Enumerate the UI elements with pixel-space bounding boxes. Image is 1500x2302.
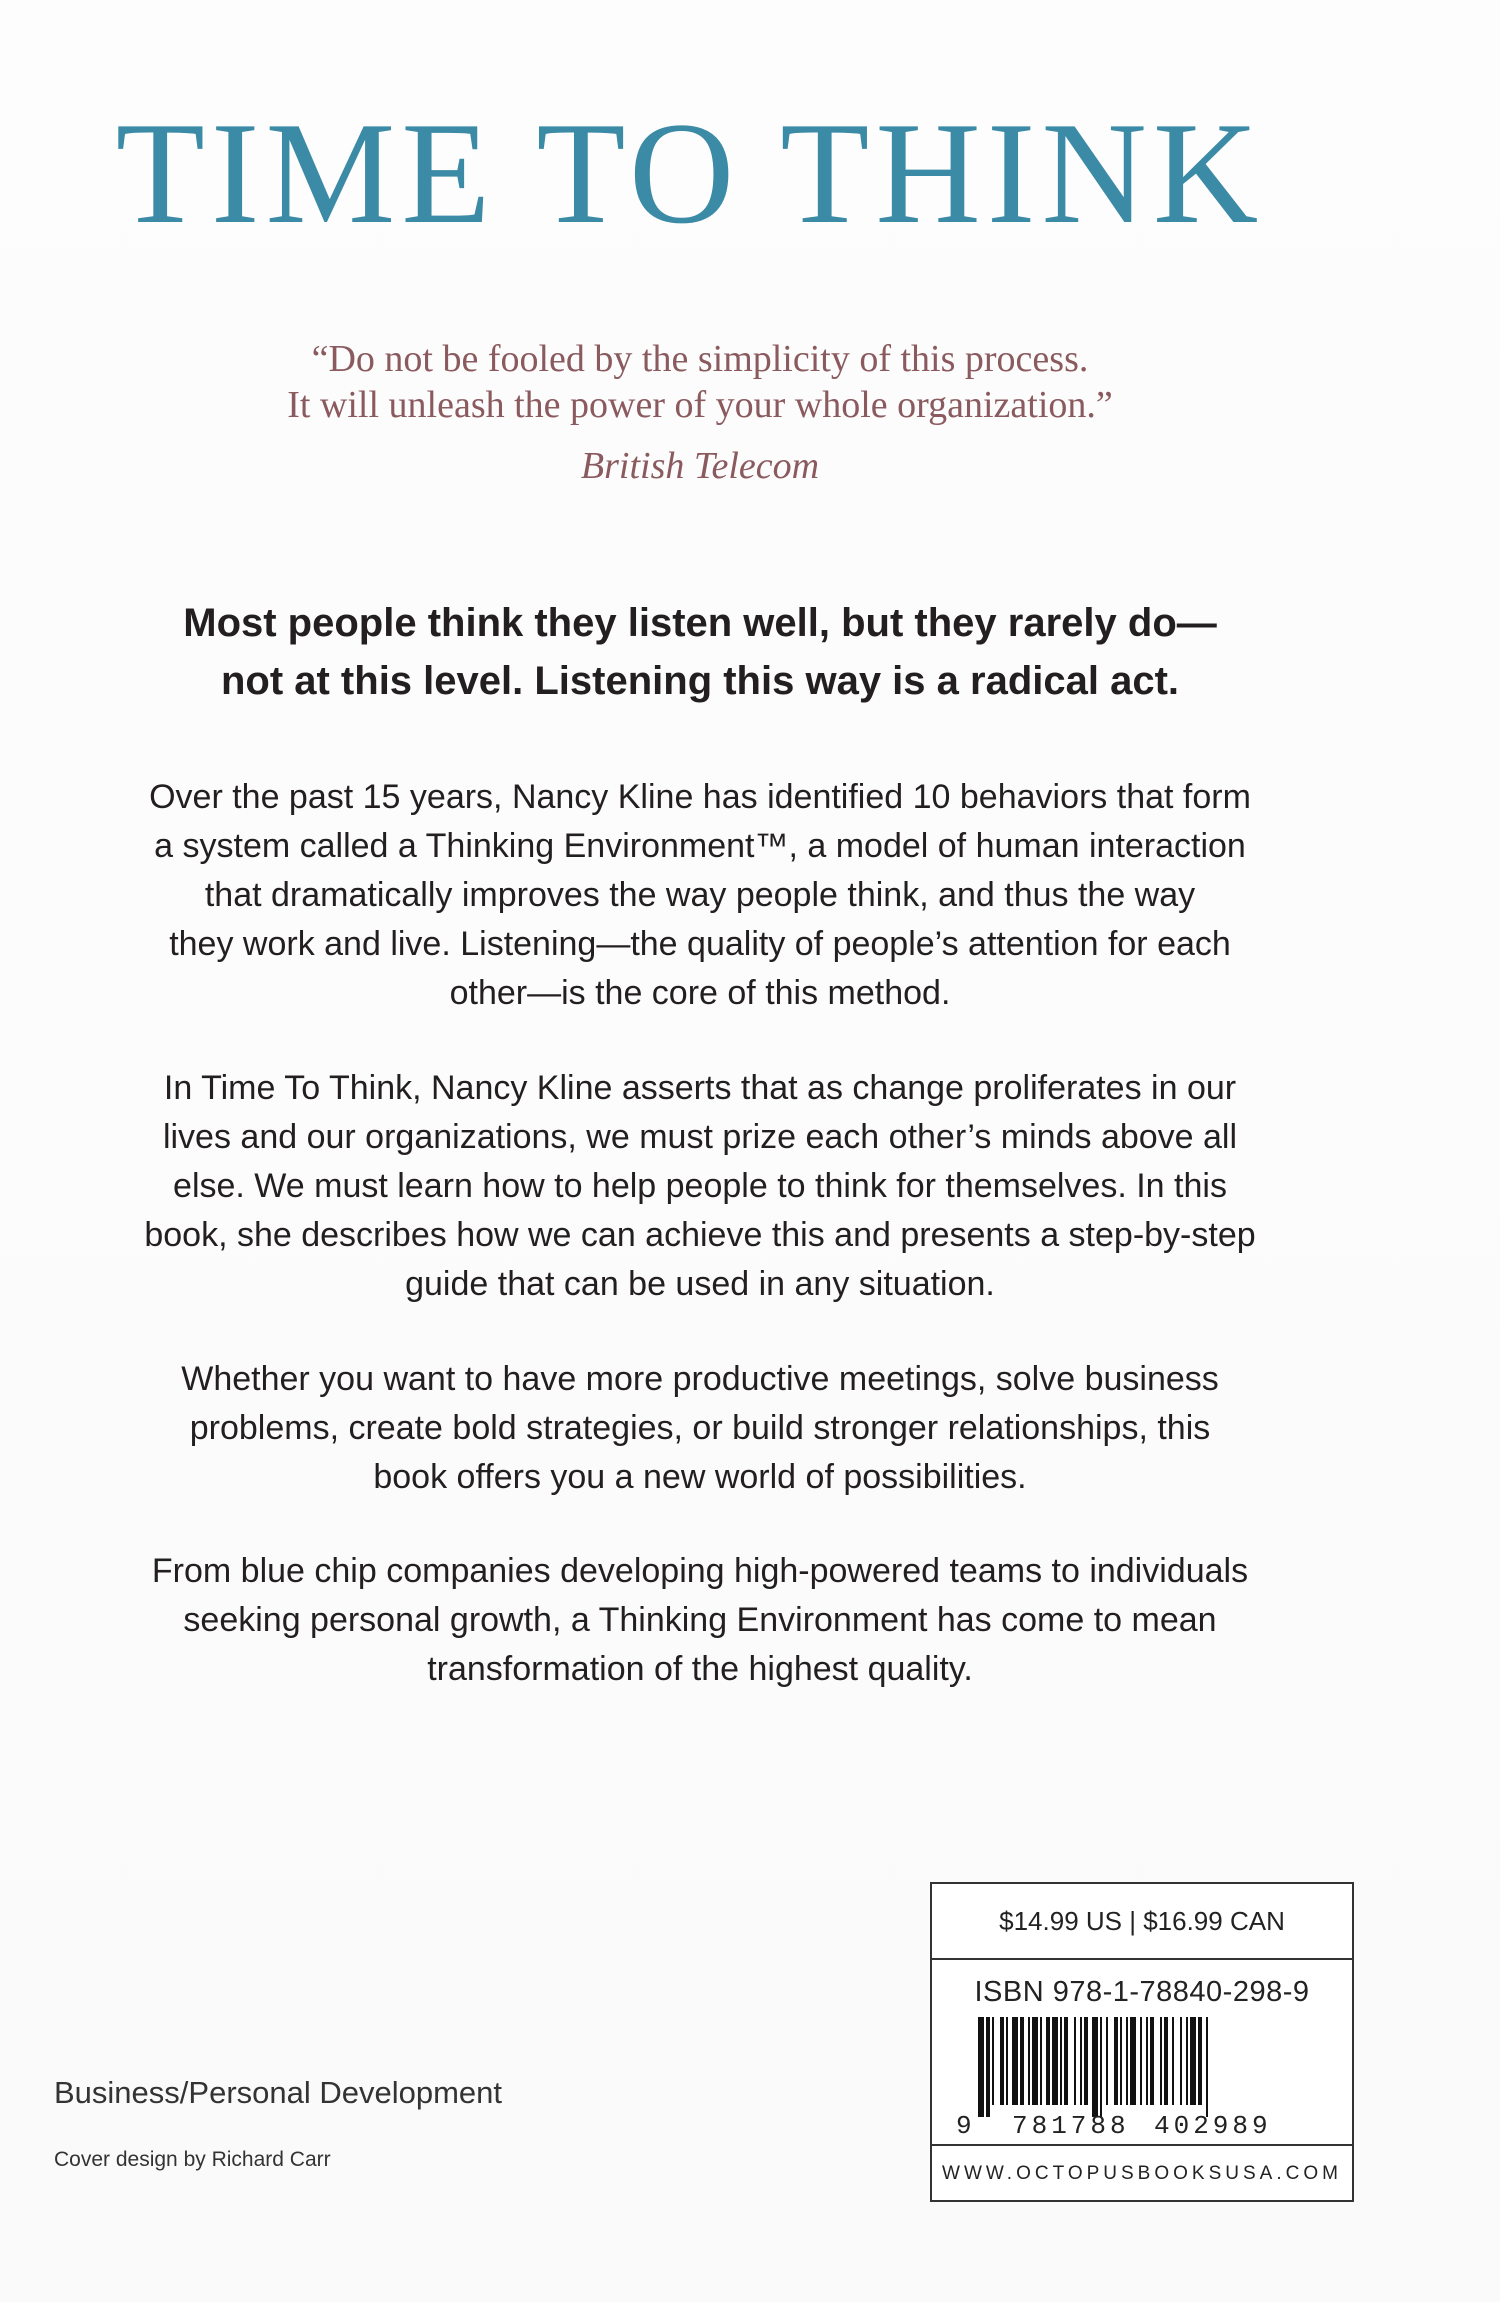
barcode-bar — [1146, 2017, 1148, 2105]
barcode-bar — [1080, 2017, 1082, 2105]
barcode-digits-right: 402989 — [1154, 2111, 1272, 2137]
barcode-bar — [1012, 2017, 1018, 2105]
paragraph-1 — [0, 773, 1400, 1018]
paragraph-line: In Time To Think, Nancy Kline asserts that as change proliferates in our — [163, 1069, 1237, 1107]
barcode-bar — [978, 2017, 984, 2117]
barcode-bar — [1150, 2017, 1154, 2105]
paragraph-line: Whether you want to have more productive meetings, solve business — [181, 1360, 1219, 1398]
barcode-bar — [1000, 2017, 1004, 2105]
paragraph-line: Over the past 15 years, Nancy Kline has identified 10 behaviors that form — [149, 778, 1251, 816]
barcode-bar — [1114, 2017, 1118, 2105]
paragraph-line: lives and our organizations, we must prize each other’s minds above all — [162, 1118, 1238, 1156]
barcode-digit-lead: 9 — [956, 2111, 972, 2137]
barcode-bar — [1180, 2017, 1182, 2105]
barcode-bar — [992, 2017, 994, 2105]
price-label: $14.99 US | $16.99 CAN — [932, 1884, 1352, 1960]
quote-attribution: British Telecom — [580, 445, 820, 487]
barcode-bar — [1040, 2017, 1042, 2105]
barcode-bar — [986, 2017, 990, 2117]
barcode-bar — [1130, 2017, 1136, 2105]
headline-line-2: not at this level. Listening this way is a radical act. — [220, 659, 1180, 703]
paragraph-3 — [0, 1355, 1400, 1502]
paragraph-line: that dramatically improves the way people think, and thus the way — [204, 876, 1196, 914]
barcode-bar — [1126, 2017, 1128, 2105]
barcode-bar — [1106, 2017, 1108, 2105]
barcode-bar — [1032, 2017, 1038, 2105]
book-title: TIME TO THINK — [115, 92, 1265, 254]
paragraph-line: they work and live. Listening—the quality of people’s attention for each — [169, 925, 1231, 963]
cover-credit: Cover design by Richard Carr — [54, 2148, 331, 2171]
barcode-bar — [1052, 2017, 1058, 2105]
barcode-bar — [1100, 2017, 1102, 2117]
barcode-bar — [1160, 2017, 1162, 2105]
quote-line-2: It will unleash the power of your whole organization.” — [287, 384, 1113, 426]
paragraph-2 — [0, 1064, 1400, 1309]
barcode-bar — [1028, 2017, 1030, 2105]
barcode-bar — [1060, 2017, 1062, 2105]
paragraph-4 — [0, 1547, 1400, 1694]
barcode-bar — [1006, 2017, 1008, 2105]
quote-line-1: “Do not be fooled by the simplicity of this process. — [311, 338, 1089, 380]
paragraph-line: book, she describes how we can achieve this and presents a step-by-step — [144, 1216, 1256, 1254]
barcode — [954, 2017, 1330, 2137]
book-category: Business/Personal Development — [54, 2075, 503, 2110]
barcode-bar — [1084, 2017, 1088, 2105]
barcode-panel — [930, 1882, 1354, 2202]
headline-line-1: Most people think they listen well, but they rarely do— — [183, 601, 1217, 645]
barcode-bar — [1074, 2017, 1076, 2105]
barcode-bar — [1190, 2017, 1196, 2105]
barcode-bar — [1206, 2017, 1208, 2117]
barcode-bar — [1046, 2017, 1050, 2105]
publisher-website: WWW.OCTOPUSBOOKSUSA.COM — [932, 2144, 1352, 2200]
paragraph-line: From blue chip companies developing high-powered teams to individuals — [151, 1552, 1249, 1590]
endorsement-quote — [0, 336, 1400, 488]
paragraph-line: other—is the core of this method. — [449, 974, 951, 1012]
paragraph-line: a system called a Thinking Environment™, a model of human interaction — [154, 827, 1246, 865]
barcode-bar — [1140, 2017, 1142, 2105]
isbn-label: ISBN 978-1-78840-298-9 — [974, 1976, 1310, 2008]
barcode-bar — [1092, 2017, 1098, 2117]
paragraph-line: book offers you a new world of possibilities. — [373, 1458, 1027, 1496]
barcode-bar — [1186, 2017, 1188, 2105]
barcode-bar — [1064, 2017, 1068, 2105]
barcode-bar — [1164, 2017, 1168, 2105]
barcode-bar — [1198, 2017, 1202, 2105]
barcode-bar — [1020, 2017, 1024, 2105]
paragraph-line: problems, create bold strategies, or build stronger relationships, this — [189, 1409, 1211, 1447]
paragraph-line: guide that can be used in any situation. — [405, 1265, 995, 1303]
paragraph-line: transformation of the highest quality. — [427, 1650, 973, 1688]
paragraph-line: seeking personal growth, a Thinking Environment has come to mean — [183, 1601, 1217, 1639]
paragraph-line: else. We must learn how to help people to think for themselves. In this — [173, 1167, 1227, 1205]
barcode-bar — [1172, 2017, 1174, 2105]
barcode-bars — [954, 2017, 1334, 2137]
barcode-bar — [1120, 2017, 1122, 2105]
headline — [0, 594, 1400, 710]
barcode-digits-left: 781788 — [1012, 2111, 1130, 2137]
